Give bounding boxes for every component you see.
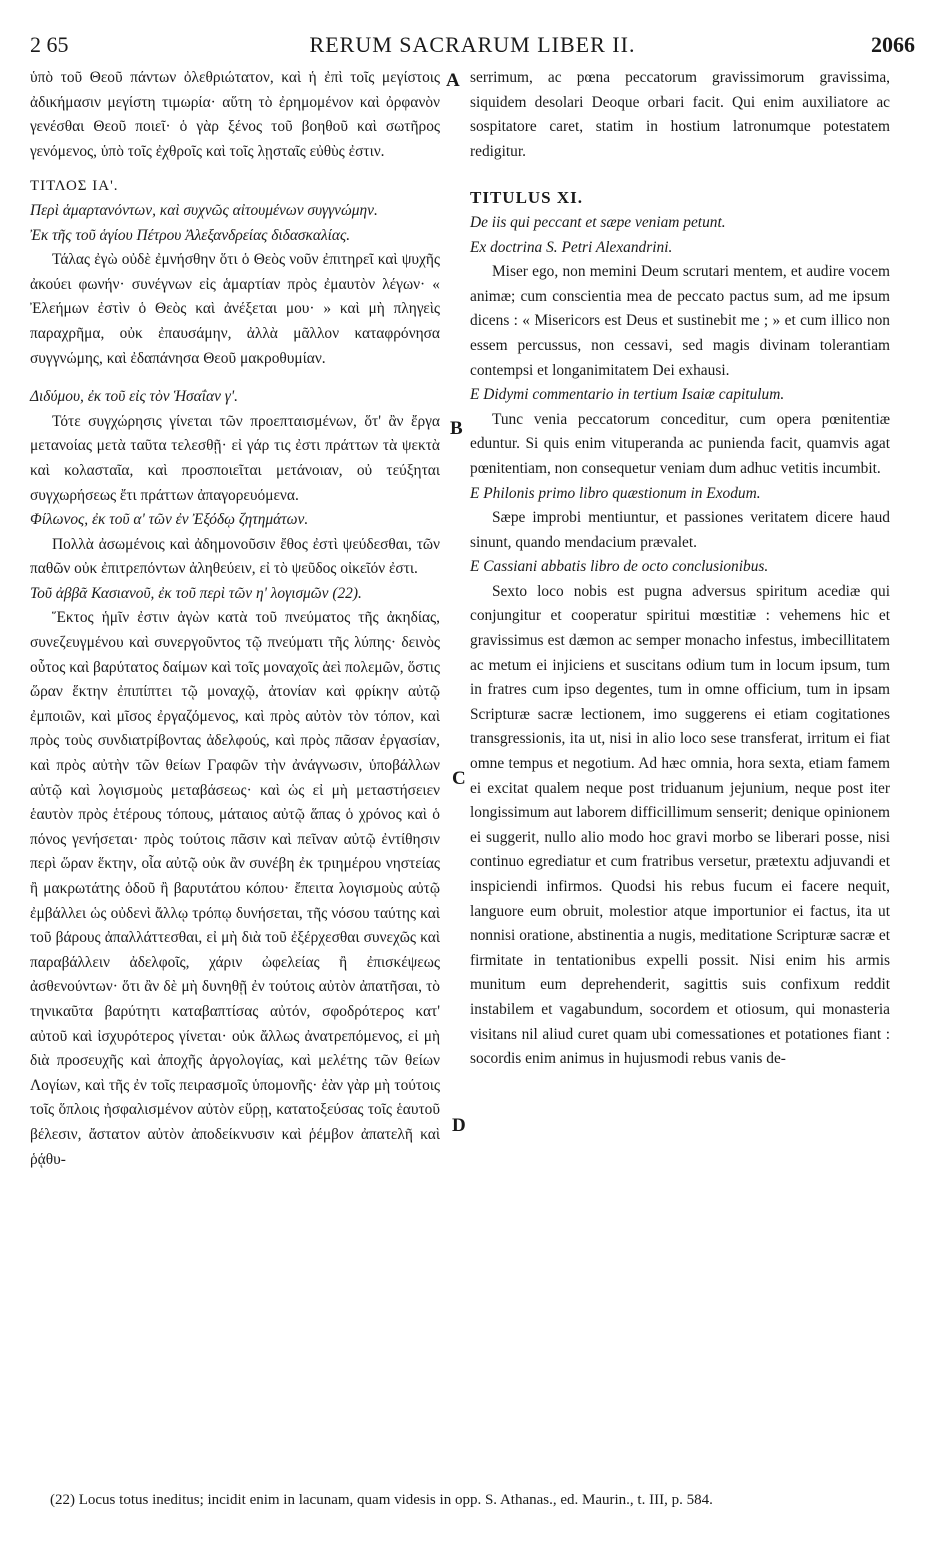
greek-source-petrus: Ἐκ τῆς τοῦ ἁγίου Πέτρου Ἀλεξανδρείας διδασκαλίας.	[30, 226, 351, 244]
greek-source-cassian: Τοῦ ἀββᾶ Κασιανοῦ, ἐκ τοῦ περὶ τῶν η' λογισμῶν (22).	[30, 584, 362, 602]
column-number-left: 2 65	[30, 32, 69, 57]
greek-paragraph-cassian: Ἕκτος ἡμῖν ἐστιν ἀγὼν κατὰ τοῦ πνεύματος τῆς ἀκηδίας, συνεζευγμένου καὶ συνεργοῦντος τῷ πνεύματι τῆς λύπης· δεινὸς οὗτος καὶ βαρύτατος δαίμων καὶ τοῖς μοναχοῖς ἀεὶ πολεμῶν, ὅστις ὥραν ἕκτην ἐπιπίπτει τῷ μοναχῷ, ἀτονίαν καὶ φρίκην αὐτῷ ἐμποιῶν, καὶ μῖσος ἐργαζόμενος, καὶ πρὸς αὐτὸν τὸν τόπον, καὶ πρὸς τοὺς συνδιατρίβοντας ἀδελφούς, καὶ πρὸς πᾶσαν ἐργασίαν, καὶ πρὸς αὐτὴν τῶν θείων Γραφῶν τὴν ἀνάγνωσιν, ὑποβάλλων αὐτῷ καὶ λογισμοὺς μεταβάσεως· καὶ ὡς εἰ μὴ μεταστήσειεν ἑαυτὸν πρὸς ἑτέρους τόπους, μάταιος αὐτῷ ἅπας ὁ χρόνος καὶ ὁ πόνος γενήσεται· πρὸς τούτοις πᾶσιν καὶ πεῖναν αὐτῷ ἐντίθησιν περὶ ὥραν ἕκτην, οἷα αὐτῷ οὐκ ἂν συνέβη ἐκ τριημέρου νηστείας ἢ μακρωτάτης ὁδοῦ ἢ βαρυτάτου κόπου· ἔπειτα λογισμοὺς αὐτῷ ἐμβάλλει ὡς οὐδενὶ ἄλλῳ τρόπῳ δυνήσεται, τῆς νόσου ταύτης καὶ τοῦ βάρους ἀπαλλάττεσθαι, εἰ μὴ διὰ τοῦ ἐξέρχεσθαι συνεχῶς καὶ παραβάλλειν ἀδελφοῖς, χάριν ὠφελείας ἢ ἐπισκέψεως ἀσθενούντων· ὅτι ἂν δὲ μὴ δυνηθῇ ἐν τούτοις αὐτὸν ἀπατῆσαι, τὸ τηνικαῦτα βαρύτητι καταβαπτίσας αὐτόν, σφοδρότερος κατ' αὐτοῦ καὶ ἰσχυρότερος γίνεται· οὐκ ἄλλως ἀνατρεπόμενος, εἰ μὴ διὰ προσευχῆς καὶ ἀποχῆς ἀργολογίας, καὶ μελέτης τῶν θείων Λογίων, καὶ τῆς ἐν τοῖς πειρασμοῖς ὑπομονῆς· ἐὰν γὰρ μὴ τούτοις τοῖς ὅπλοις ἠσφαλισμένον αὐτὸν εὕρῃ, κατατοξεύσας τοῖς ἑαυτοῦ βέλεσιν, ἄστατον αὐτὸν ἀποδείκνυσιν καὶ ῥέμβον ἀπατελῆ καὶ ῥᾴθυ-	[30, 609, 440, 1168]
greek-source-didymus: Διδύμου, ἐκ τοῦ εἰς τὸν Ἡσαΐαν γ'.	[30, 388, 238, 406]
latin-source-philo: E Philonis primo libro quæstionum in Exodum.	[470, 484, 761, 502]
greek-source-philo: Φίλωνος, ἐκ τοῦ α' τῶν ἐν Ἐξόδῳ ζητημάτων.	[30, 511, 309, 529]
margin-letter-b: B	[450, 418, 463, 439]
margin-letter-a: A	[446, 70, 460, 91]
greek-column	[30, 66, 440, 1172]
column-number-right: 2066	[871, 32, 915, 57]
latin-intro: serrimum, ac pœna peccatorum gravissimorum gravissima, siquidem desolari Deoque orbari facit. Qui enim auxiliatore ac sospitatore caret, statim in hostium latronumque potestatem redigitur.	[470, 69, 890, 160]
latin-title: TITULUS XI.	[470, 188, 584, 208]
latin-paragraph-didymus: Tunc venia peccatorum conceditur, cum opera pœnitentiæ eduntur. Si quis enim vituperanda ac punienda facit, quamvis agat pœnitentiam, non consequetur veniam dum adhuc vetitis incumbit.	[470, 410, 890, 477]
latin-paragraph-cassian: Sexto loco nobis est pugna adversus spiritum acediæ qui conjungitur et cooperatur spiritui mœstitiæ : vehemens hic et gravissimus est dæmon ac semper monacho infestus, imbecillitatem ac metum ei injiciens et suscitans odium tum in locum ipsum, tum in fratres cum ipso degentes, tum in omne officium, tum in ipsam Scripturæ sacræ lectionem, imo suggerens ei etiam cogitationes transgressionis, ita ut, nisi in alio loco sese transferat, irritum ei fiat omne tempus et negotium. Ad hæc omnia, hora sexta, etiam famem ei excitat qualem neque post triduanum jejunium, neque post iter longissimum aut laborem difficillimum senserit; denique opinionem ei suggerit, nullo alio modo hoc gravi morbo se liberari posse, nisi continuo egrediatur et cum fratribus versetur, prætextu adjuvandi et inspiciendi infirmos. Quodsi his rebus fucum ei facere nequit, languore eum obruit, molestior atque importunior ei factus, ita ut nonnisi oratione, abstinentia a nugis, meditatione Scripturæ sacræ et firmitate in tentationibus expelli possit. Nisi enim his armis munitum eum deprehenderit, sagittis suis confixum reddit instabilem et vagabundum, socordem et otiosum, qui monasteria visitans nil aliud curet quam ubi comessationes et potationes fiant : socordis enim animus in hujusmodi rebus vanis de-	[470, 582, 890, 1068]
latin-source-cassian: E Cassiani abbatis libro de octo conclusionibus.	[470, 558, 769, 576]
latin-paragraph-petrus: Miser ego, non memini Deum scrutari mentem, et audire vocem animæ; cum conscientia mea de peccato pactus sum, ad me ipsum dicens : « Misericors est Deus et sustinebit me ; » et cum illico non essem percussus, non cessavi, sed magis divinam tolerantiam contempsi et longanimitatem Dei exhausi.	[470, 263, 890, 379]
greek-heading: Περὶ ἁμαρτανόντων, καὶ συχνῶς αἰτουμένων συγγνώμην.	[30, 201, 378, 219]
latin-column	[470, 66, 890, 1072]
running-header	[30, 32, 915, 62]
greek-paragraph-petrus: Τάλας ἐγὼ οὐδὲ ἐμνήσθην ὅτι ὁ Θεὸς νοῦν ἐπιτηρεῖ καὶ ψυχῆς ἀκούει φωνήν· συνέγνων εἰς ἁμαρτίαν πρὸς ἐμαυτὸν λέγων· « Ἐλεήμων ἐστὶν ὁ Θεὸς καὶ ἀνέξεται μου· » καὶ μὴ πληγεὶς παραχρῆμα, οὐκ ἐπαυσάμην, ἀλλὰ μᾶλλον καταφρόνησα συγγνώμης, καὶ ἐδαπάνησα Θεοῦ μακροθυμίαν.	[30, 251, 440, 367]
latin-source-didymus: E Didymi commentario in tertium Isaiæ capitulum.	[470, 386, 785, 404]
greek-paragraph-didymus: Τότε συγχώρησις γίνεται τῶν προεπταισμένων, ὅτ' ἂν ἔργα μετανοίας μετὰ ταῦτα τελεσθῇ· εἰ γάρ τις ἐστι πράττων τὰ ψεκτὰ καὶ κολασταῖα, καὶ προσποιεῖται μετάνοιαν, οὐ τεύξηται συγχωρήσεως ἔτι πράττων ἀπαγορευόμενα.	[30, 412, 440, 504]
running-title: RERUM SACRARUM LIBER II.	[309, 32, 636, 57]
footnote: (22) Locus totus ineditus; incidit enim in lacunam, quam videsis in opp. S. Athanas., ed. Maurin., t. III, p. 584.	[50, 1492, 713, 1508]
greek-title: ΤΙΤΛΟΣ ΙΑ'.	[30, 178, 119, 195]
latin-source-petrus: Ex doctrina S. Petri Alexandrini.	[470, 238, 673, 256]
margin-letter-d: D	[452, 1115, 466, 1136]
greek-intro: ὑπὸ τοῦ Θεοῦ πάντων ὀλεθριώτατον, καὶ ἡ ἐπὶ τοῖς μεγίστοις ἀδικήμασιν μεγίστη τιμωρία· αὕτη τὸ ἐρημομένον καὶ ὀρφανὸν γενέσθαι Θεοῦ ποιεῖ· ὁ γὰρ ξένος τοῦ βοηθοῦ καὶ σωτῆρος γενόμενος, ὑπὸ τοῖς ἐχθροῖς καὶ τοῖς λῃσταῖς εὐθὺς ἐστιν.	[30, 69, 440, 160]
margin-letter-c: C	[452, 768, 466, 789]
latin-heading: De iis qui peccant et sæpe veniam petunt.	[470, 213, 726, 231]
latin-paragraph-philo: Sæpe improbi mentiuntur, et passiones veritatem dicere haud sinunt, quando mendacium prævalet.	[470, 509, 890, 551]
greek-paragraph-philo: Πολλὰ ἀσωμένοις καὶ ἀδημονοῦσιν ἔθος ἐστὶ ψεύδεσθαι, τῶν παθῶν οὐκ ἐπιτρεπόντων ἀληθεύειν, εἰ τὸ ψεῦδος οἰκεῖόν ἐστι.	[30, 535, 440, 578]
